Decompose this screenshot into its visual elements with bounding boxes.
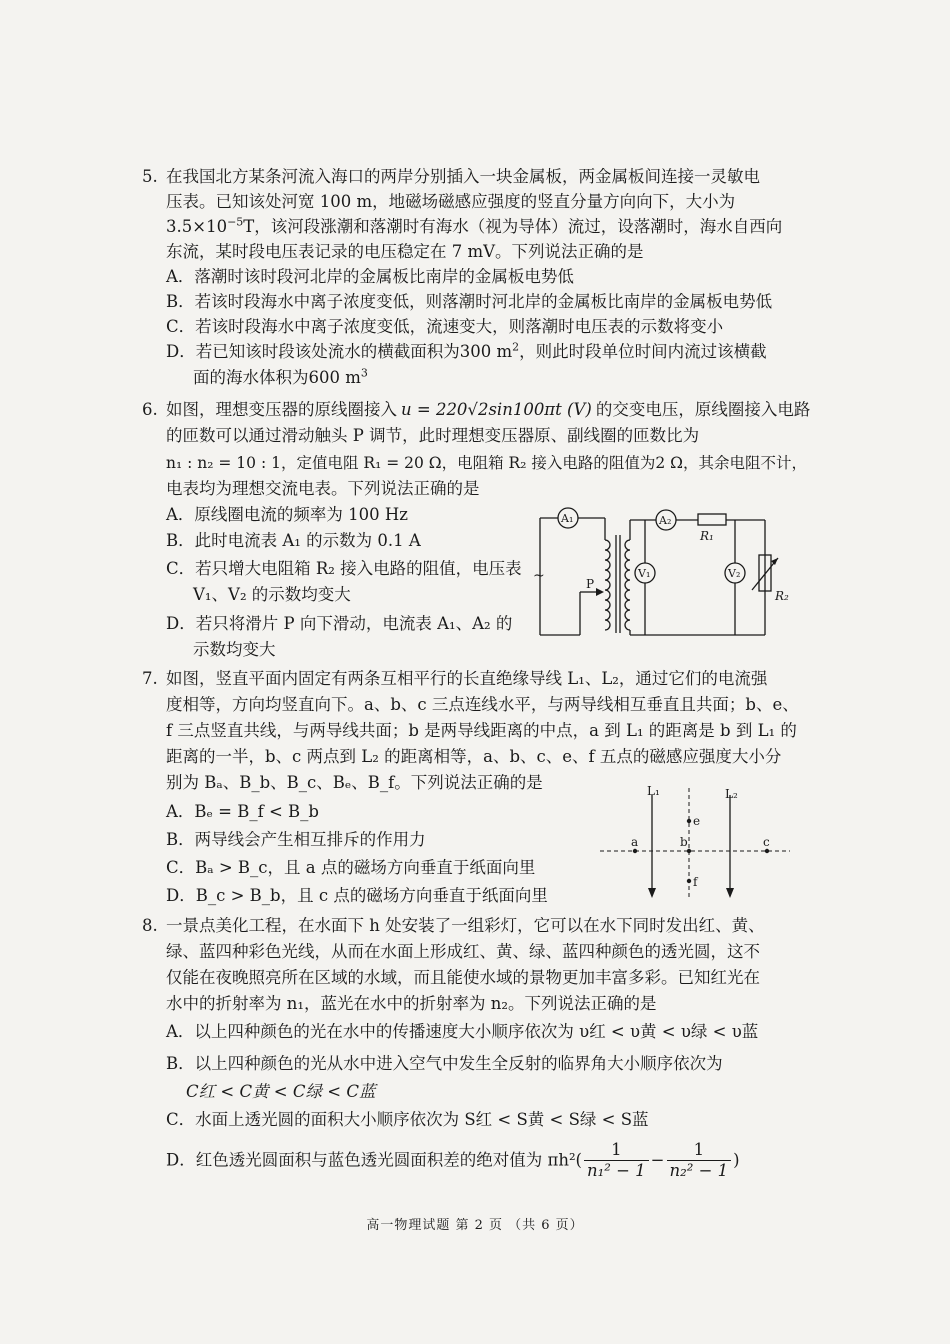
l2-label: L₂ [725, 787, 738, 801]
question-5-number: 5. [142, 167, 158, 186]
question-8-number: 8. [142, 916, 158, 935]
q8-stem-line-2: 绿、蓝四种彩色光线，从而在水面上形成红、黄、绿、蓝四种颜色的透光圆，这不 [166, 942, 760, 961]
q5-stem-line-3-text: ，该河段涨潮和落潮时有海水（视为导体）流过，设落潮时，海水自西向 [254, 217, 783, 236]
transformer-circuit-figure [530, 500, 800, 645]
r1-label: R₁ [700, 529, 714, 543]
v2-label: V₂ [728, 567, 741, 580]
q6-line-3-a: n₁ : n₂ = 10 : 1，定值电阻 R₁ = 20 Ω，电阻箱 R₂ 接入电路的阻值为 [166, 454, 656, 472]
point-b-label: b [680, 835, 688, 849]
q6-line-1-b: 的交变电压，原线圈接入电路 [595, 400, 811, 419]
q5-b-unit: T [243, 217, 255, 236]
q8-option-d-text: D．红色透光圆面积与蓝色透光圆面积差的绝对值为 πh²( [166, 1150, 582, 1170]
q6-voltage-formula: u = 220√2sin100πt (V) [401, 400, 592, 419]
q6-option-d-line-2: 示数均变大 [193, 640, 276, 659]
q5-stem-line-4: 东流，某时段电压表记录的电压稳定在 7 mV。下列说法正确的是 [166, 242, 644, 261]
point-a-label: a [631, 835, 639, 849]
point-f-label: f [693, 875, 698, 889]
a1-label: A₁ [561, 512, 574, 525]
q6-option-b: B．此时电流表 A₁ 的示数为 0.1 A [166, 531, 421, 550]
q7-option-a: A．Bₑ = B_f < B_b [166, 802, 319, 821]
fraction-blue-numerator: 1 [667, 1140, 732, 1161]
q6-option-c-line-1: C．若只增大电阻箱 R₂ 接入电路的阻值，电压表 [166, 559, 522, 578]
q8-option-a: A．以上四种颜色的光在水中的传播速度大小顺序依次为 υ红 < υ黄 < υ绿 < υ蓝 [166, 1022, 759, 1041]
q7-stem-line-5: 别为 Bₐ、B_b、B_c、Bₑ、B_f。下列说法正确的是 [166, 773, 543, 792]
q7-stem-line-3: f 三点竖直共线，与两导线共面；b 是两导线距离的中点，a 到 L₁ 的距离是 b 到 L₁ 的 [166, 721, 797, 740]
q7-option-d: D．B_c > B_b，且 c 点的磁场方向垂直于纸面向里 [166, 886, 548, 905]
q6-option-a: A．原线圈电流的频率为 100 Hz [166, 505, 408, 524]
q6-option-d-line-1: D．若只将滑片 P 向下滑动，电流表 A₁、A₂ 的 [166, 614, 513, 633]
a2-label: A₂ [659, 514, 672, 527]
q7-option-c: C．Bₐ > B_c，且 a 点的磁场方向垂直于纸面向里 [166, 858, 536, 877]
q6-stem-line-2: 的匝数可以通过滑动触头 P 调节，此时理想变压器原、副线圈的匝数比为 [166, 426, 700, 445]
q6-line-3-b: 2 Ω，其余电阻不计， [655, 454, 808, 472]
q8-stem-line-3: 仅能在夜晚照亮所在区域的水域，而且能使水域的景物更加丰富多彩。已知红光在 [166, 968, 760, 987]
q5-b-exp: −5 [227, 215, 244, 229]
q6-stem-line-4: 电表均为理想交流电表。下列说法正确的是 [166, 479, 480, 498]
fraction-red-numerator: 1 [584, 1140, 649, 1161]
fraction-blue-denominator: n₂² − 1 [669, 1161, 729, 1180]
slider-p-label: P [586, 577, 595, 591]
v1-label: V₁ [638, 567, 651, 580]
q7-stem-line-4: 距离的一半，b、c 两点到 L₂ 的距离相等，a、b、c、e、f 五点的磁感应强度大小分 [166, 747, 782, 766]
q5-stem-line-3 [166, 215, 782, 239]
q5-b-value: 3.5×10 [166, 217, 228, 236]
q8-option-b-line-2: C红 < C黄 < C绿 < C蓝 [186, 1082, 376, 1101]
q7-option-b: B．两导线会产生相互排斥的作用力 [166, 830, 426, 849]
q6-stem-line-3 [166, 451, 807, 475]
q8-option-d [166, 1140, 740, 1181]
q5-option-d-text: D．若已知该时段该处流水的横截面积为300 m [166, 342, 513, 361]
fraction-blue [667, 1140, 732, 1181]
q8-stem-line-4: 水中的折射率为 n₁，蓝光在水中的折射率为 n₂。下列说法正确的是 [166, 994, 657, 1013]
q6-line-1-a: 如图，理想变压器的原线圈接入 [166, 400, 397, 419]
question-6-number: 6. [142, 400, 158, 419]
point-c-label: c [763, 835, 770, 849]
l1-label: L₁ [647, 784, 660, 798]
r2-label: R₂ [775, 589, 789, 603]
fraction-red [584, 1140, 649, 1181]
fraction-red-denominator: n₁² − 1 [587, 1161, 646, 1180]
q5-stem-line-1: 在我国北方某条河流入海口的两岸分别插入一块金属板，两金属板间连接一灵敏电 [166, 167, 760, 186]
q5-option-d-tail: ，则此时段单位时间内流过该横截 [519, 342, 767, 361]
page-footer: 高一物理试题 第 2 页 （共 6 页） [366, 1218, 584, 1233]
q5-option-d-line-2-text: 面的海水体积为600 m [193, 368, 361, 387]
ac-source-icon: ~ [533, 568, 545, 584]
q5-option-c: C．若该时段海水中离子浓度变低，流速变大，则落潮时电压表的示数将变小 [166, 317, 724, 336]
q5-stem-line-2: 压表。已知该处河宽 100 m，地磁场磁感应强度的竖直分量方向向下，大小为 [166, 192, 736, 211]
q6-option-c-line-2: V₁、V₂ 的示数均变大 [193, 585, 351, 604]
q5-option-b: B．若该时段海水中离子浓度变低，则落潮时河北岸的金属板比南岸的金属板电势低 [166, 292, 773, 311]
q5-option-d-line-2: 面的海水体积为600 $m^3$ [193, 366, 368, 387]
q8-close-paren: ) [733, 1150, 740, 1170]
q8-option-b-line-1: B．以上四种颜色的光从水中进入空气中发生全反射的临界角大小顺序依次为 [166, 1054, 723, 1073]
question-7-number: 7. [142, 669, 158, 688]
q8-option-c: C．水面上透光圆的面积大小顺序依次为 S红 < S黄 < S绿 < S蓝 [166, 1110, 649, 1129]
q5-option-d-line-1: D．若已知该时段该处流水的横截面积为300 $m^2$，则此时段单位时间内流过该横截 [166, 340, 767, 361]
q8-stem-line-1: 一景点美化工程，在水面下 h 处安装了一组彩灯，它可以在水下同时发出红、黄、 [166, 916, 765, 935]
parallel-wires-figure [595, 783, 795, 903]
q8-minus-sign: − [650, 1150, 665, 1170]
point-e-label: e [693, 814, 701, 828]
q7-stem-line-2: 度相等，方向均竖直向下。a、b、c 三点连线水平，与两导线相互垂直且共面；b、e、 [166, 695, 799, 714]
q6-stem-line-1 [166, 398, 810, 422]
q5-option-a: A．落潮时该时段河北岸的金属板比南岸的金属板电势低 [166, 267, 574, 286]
q7-stem-line-1: 如图，竖直平面内固定有两条互相平行的长直绝缘导线 L₁、L₂，通过它们的电流强 [166, 669, 768, 688]
